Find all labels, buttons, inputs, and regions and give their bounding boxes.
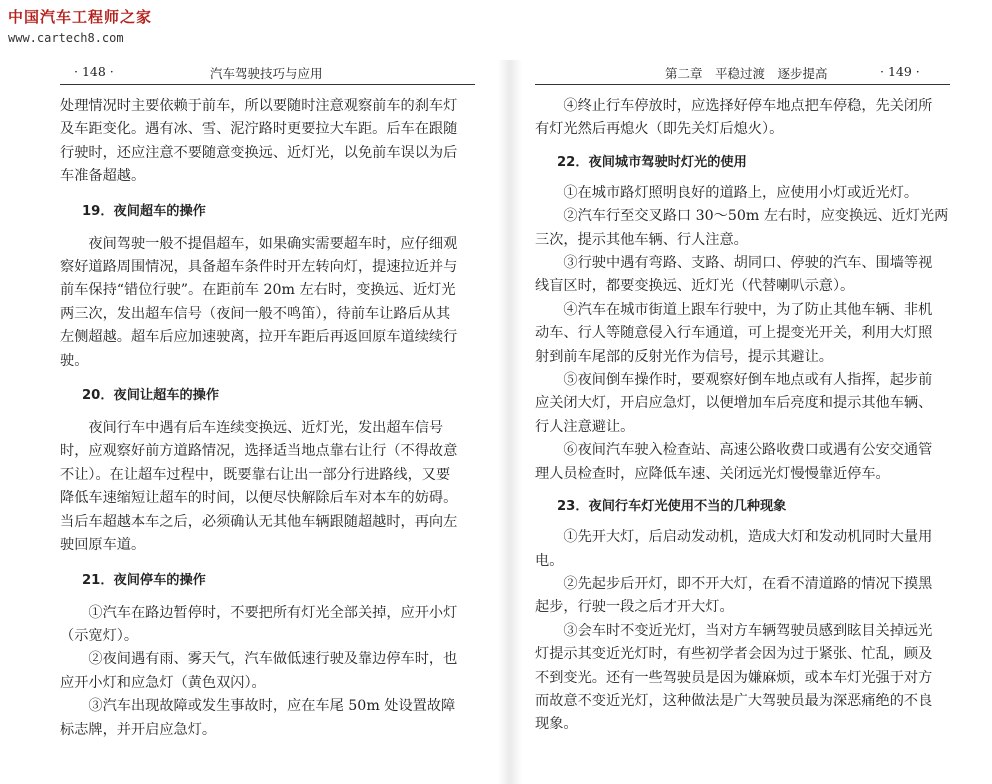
paragraph-line: 左侧超越。超车后应加速驶离，拉开车距后再返回原车道续续行: [60, 329, 458, 346]
paragraph-line: ⑤夜间倒车操作时，要观察好倒车地点或有人指挥，起步前: [563, 372, 933, 389]
paragraph-line: 标志牌，并开启应急灯。: [60, 721, 217, 738]
paragraph-line: ①汽车在路边暂停时，不要把所有灯光全部关掉，应开小灯: [88, 604, 458, 621]
left-page: [60, 62, 475, 777]
paragraph-line: 当后车超越本车之后，必须确认无其他车辆跟随超越时，再向左: [60, 513, 458, 530]
paragraph-line: ①在城市路灯照明良好的道路上，应使用小灯或近光灯。: [563, 184, 919, 201]
paragraph-line: 射到前车尾部的反射光作为信号，提示其避让。: [535, 348, 833, 365]
paragraph-line: 不让）。在让超车过程中，既要靠右让出一部分行进路线，又要: [60, 466, 451, 483]
paragraph-line: ②夜间遇有雨、雾天气，汽车做低速行驶及靠边停车时，也: [88, 651, 458, 668]
book-gutter: [498, 60, 522, 784]
paragraph-line: 驶。: [60, 352, 89, 369]
paragraph-line: 不到变光。还有一些驾驶员是因为嫌麻烦，或本车灯光强于对方: [535, 669, 933, 686]
paragraph-line: 三次，提示其他车辆、行人注意。: [535, 231, 748, 248]
section-heading-22: 22．夜间城市驾驶时灯光的使用: [557, 154, 747, 170]
paragraph-line: 行人注意避让。: [535, 418, 635, 435]
paragraph-line: ③会车时不变近光灯，当对方车辆驾驶员感到眩目关掉远光: [563, 622, 933, 639]
left-running-head: [60, 62, 475, 85]
paragraph-line: ②汽车行至交叉路口 30～50m 左右时，应变换远、近灯光两: [563, 208, 949, 225]
paragraph-line: 有灯光然后再熄火（即先关灯后熄火）。: [535, 121, 784, 138]
paragraph-line: ①先开大灯，后启动发动机，造成大灯和发动机同时大量用: [563, 529, 933, 546]
paragraph-line: 应关闭大灯，开启应急灯，以便增加车后亮度和提示其他车辆、: [535, 395, 933, 412]
watermark: [8, 6, 152, 45]
paragraph-line: 及车距变化。遇有冰、雪、泥泞路时更要拉大车距。后车在跟随: [60, 121, 458, 138]
paragraph-line: ⑥夜间汽车驶入检查站、高速公路收费口或遇有公安交通管: [563, 442, 933, 459]
paragraph-line: 线盲区时，都要变换远、近灯光（代替喇叭示意）。: [535, 278, 855, 295]
paragraph-line: ④汽车在城市街道上跟车行驶中，为了防止其他车辆、非机: [563, 301, 933, 318]
paragraph-line: 夜间行车中遇有后车连续变换远、近灯光，发出超车信号: [88, 420, 444, 437]
paragraph-line: 察好道路周围情况，具备超车条件时开左转向灯，提速拉近并与: [60, 259, 458, 276]
paragraph-line: ④终止行车停放时，应选择好停车地点把车停稳，先关闭所: [563, 98, 933, 114]
paragraph-line: 行驶时，还应注意不要随意变换远、近灯光，以免前车误以为后: [60, 144, 458, 161]
right-page-number: · 149 ·: [880, 64, 920, 79]
left-running-title: 汽车驾驶技巧与应用: [210, 66, 323, 81]
paragraph-line: 动车、行人等随意侵入行车通道，可上提变光开关，利用大灯照: [535, 325, 933, 342]
right-running-head: [535, 62, 950, 85]
section-heading-21: 21．夜间停车的操作: [82, 572, 206, 588]
paragraph-line: 车准备超越。: [60, 168, 146, 185]
section-heading-19: 19．夜间超车的操作: [82, 203, 206, 219]
right-page: [535, 62, 950, 777]
watermark-title: 中国汽车工程师之家: [8, 8, 153, 26]
paragraph-line: 现象。: [535, 716, 578, 733]
paragraph-line: ②先起步后开灯，即不开大灯，在看不清道路的情况下摸黑: [563, 575, 933, 592]
paragraph-line: 起步，行驶一段之后才开大灯。: [535, 599, 734, 616]
paragraph-line: （示宽灯）。: [60, 627, 139, 644]
paragraph-line: 夜间驾驶一般不提倡超车，如果确实需要超车时，应仔细观: [88, 235, 458, 252]
paragraph-line: 前车保持“错位行驶”。在距前车 20m 左右时，变换远、近灯光: [60, 282, 456, 299]
paragraph-line: 降低车速缩短让超车的时间，以便尽快解除后车对本车的妨碍。: [60, 490, 458, 507]
paragraph-line: 灯提示其变近光灯时，有些初学者会因为过于紧张、忙乱，顾及: [535, 646, 933, 663]
section-heading-23: 23．夜间行车灯光使用不当的几种现象: [557, 499, 787, 515]
paragraph-line: 两三次，发出超车信号（夜间一般不鸣笛），待前车让路后从其: [60, 305, 451, 322]
paragraph-line: 时，应观察好前方道路情况，选择适当地点靠右让行（不得故意: [60, 443, 458, 460]
paragraph-line: 而故意不变近光灯，这种做法是广大驾驶员最为深恶痛绝的不良: [535, 692, 933, 709]
paragraph-line: 理人员检查时，应降低车速、关闭远光灯慢慢靠近停车。: [535, 465, 890, 482]
paragraph-line: 电。: [535, 552, 564, 569]
section-heading-20: 20．夜间让超车的操作: [82, 388, 220, 404]
right-running-title: 第二章 平稳过渡 逐步提高: [665, 66, 828, 81]
paragraph-line: 处理情况时主要依赖于前车，所以要随时注意观察前车的刹车灯: [60, 98, 458, 114]
paragraph-line: 应开小灯和应急灯（黄色双闪）。: [60, 674, 266, 691]
watermark-url: www.cartech8.com: [8, 31, 124, 45]
left-page-number: · 148 ·: [74, 64, 114, 79]
paragraph-line: ③行驶中遇有弯路、支路、胡同口、停驶的汽车、围墙等视: [563, 255, 933, 272]
paragraph-line: ③汽车出现故障或发生事故时，应在车尾 50m 处设置故障: [88, 698, 456, 715]
paragraph-line: 驶回原车道。: [60, 537, 146, 554]
